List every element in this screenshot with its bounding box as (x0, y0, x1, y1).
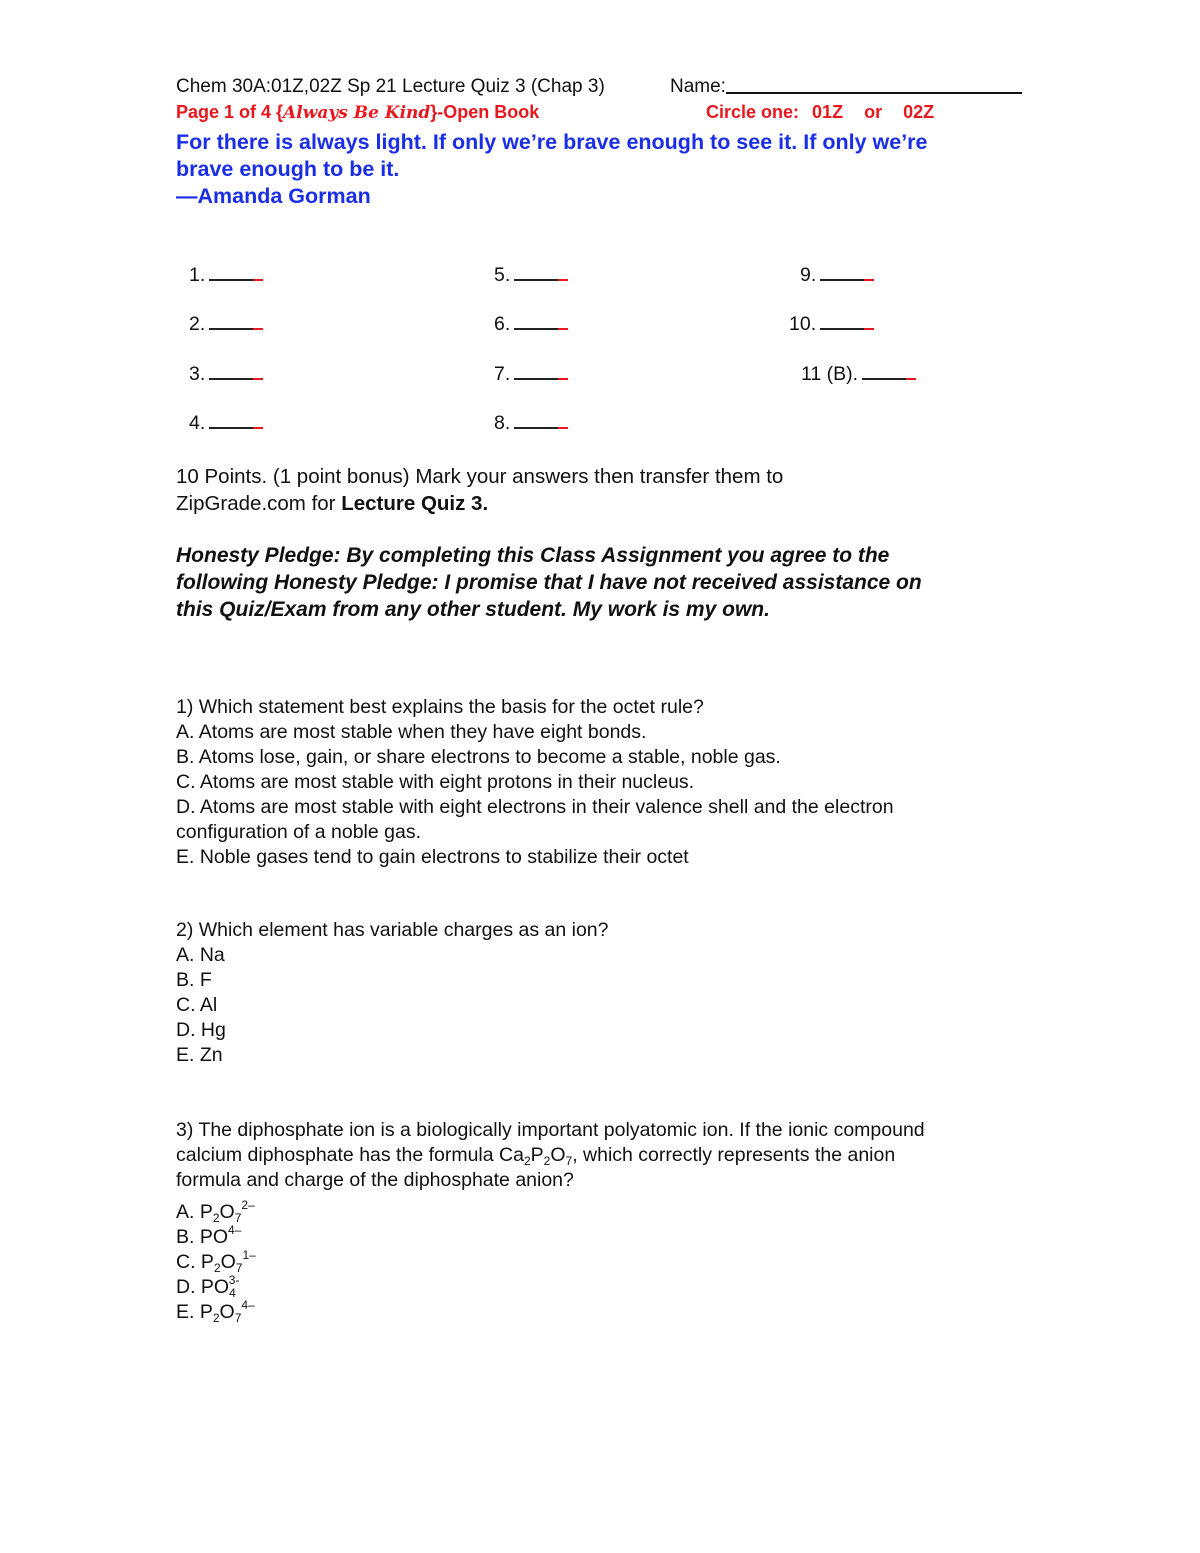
q1-option-e[interactable]: E. Noble gases tend to gain electrons to stabilize their octet (176, 846, 689, 868)
answer-slot-4[interactable] (189, 412, 263, 435)
q2-option-a[interactable]: A. Na (176, 944, 225, 966)
circle-one-sections (706, 102, 934, 123)
answer-label: 5. (494, 264, 511, 286)
question-2-text: 2) Which element has variable charges as an ion? (176, 919, 609, 941)
question-3-line-2: calcium diphosphate has the formula $Ca_2P_2O_7$, which correctly represents the anion (176, 1144, 896, 1168)
answer-slot-3[interactable] (189, 363, 263, 386)
answer-blank[interactable] (209, 279, 263, 281)
answer-slot-7[interactable] (494, 363, 568, 386)
answer-label: 2. (189, 313, 206, 335)
q2-option-e[interactable]: E. Zn (176, 1044, 223, 1066)
question-3-line-1: 3) The diphosphate ion is a biologically important polyatomic ion. If the ionic compound (176, 1119, 925, 1141)
quote-line-2: brave enough to be it. (176, 157, 400, 181)
name-underline (726, 92, 1022, 94)
answer-slot-8[interactable] (494, 412, 568, 435)
q3-option-e-charge: 4– (241, 1298, 255, 1312)
answer-label: 4. (189, 412, 206, 434)
points-line-1: 10 Points. (1 point bonus) Mark your answers then transfer them to (176, 465, 784, 488)
answer-slot-6[interactable] (494, 313, 568, 336)
answer-blank[interactable] (209, 328, 263, 330)
points-line-2 (176, 491, 488, 516)
name-field[interactable] (670, 76, 1022, 98)
question-1-text: 1) Which statement best explains the basis for the octet rule? (176, 696, 704, 718)
pledge-line-1: Honesty Pledge: By completing this Class Assignment you agree to the (176, 544, 890, 567)
q1-option-a[interactable]: A. Atoms are most stable when they have eight bonds. (176, 721, 647, 743)
answer-label: 9. (800, 264, 817, 286)
formula-suffix: , which correctly represents the anion (572, 1144, 896, 1166)
q3-option-b-charge: 4– (228, 1223, 242, 1237)
section-02z[interactable]: 02Z (903, 102, 935, 122)
q3-option-d-label: D. PO (176, 1276, 230, 1298)
answer-slot-1[interactable] (189, 264, 263, 287)
question-3 (176, 1118, 925, 1325)
q3-option-a-charge: 2– (241, 1198, 255, 1212)
q3-option-e[interactable]: E. $P_2O_7^{4-}$ (176, 1298, 255, 1325)
section-01z[interactable]: 01Z (812, 102, 844, 122)
answer-blank[interactable] (514, 427, 568, 429)
q1-option-b[interactable]: B. Atoms lose, gain, or share electrons to become a stable, noble gas. (176, 746, 781, 768)
q3-option-d[interactable]: D. $PO_4^{3-}$ (176, 1273, 240, 1300)
q2-option-d[interactable]: D. Hg (176, 1019, 226, 1041)
answer-slot-9[interactable] (800, 264, 874, 287)
answer-label: 6. (494, 313, 511, 335)
page-info (176, 102, 539, 123)
answer-blank[interactable] (209, 378, 263, 380)
q3-option-c[interactable]: C. $P_2O_7^{1-}$ (176, 1248, 256, 1275)
answer-label: 1. (189, 264, 206, 286)
question-3-line-3: formula and charge of the diphosphate anion? (176, 1169, 574, 1191)
answer-blank[interactable] (862, 378, 916, 380)
q3-option-c-label: C. P (176, 1251, 214, 1273)
answer-label: 11 (B). (801, 363, 859, 385)
answer-blank[interactable] (209, 427, 263, 429)
pledge-line-2: following Honesty Pledge: I promise that I have not received assistance on (176, 571, 922, 594)
q3-option-b[interactable] (176, 1218, 925, 1248)
always-be-kind: Always Be Kind (283, 103, 431, 123)
answer-slot-2[interactable] (189, 313, 263, 336)
q1-option-d[interactable]: D. Atoms are most stable with eight electrons in their valence shell and the electron (176, 796, 894, 818)
name-label: Name: (670, 76, 726, 97)
quote-author: —Amanda Gorman (176, 184, 371, 208)
answer-blank[interactable] (514, 328, 568, 330)
pledge-line-3: this Quiz/Exam from any other student. My work is my own. (176, 598, 770, 621)
answer-blank[interactable] (820, 279, 874, 281)
or-label: or (864, 102, 883, 122)
q3-option-e-label: E. P (176, 1301, 213, 1323)
page-number: Page 1 of 4 { (176, 102, 284, 122)
q1-option-d-continued[interactable]: configuration of a noble gas. (176, 821, 422, 843)
question-1 (176, 695, 894, 870)
q3-option-d-charge: 3- (228, 1273, 240, 1287)
open-book-label: }-Open Book (430, 102, 540, 122)
q3-option-a-label: A. P (176, 1201, 213, 1223)
formula-prefix: calcium diphosphate has the formula Ca (176, 1144, 524, 1166)
q3-option-b-label: B. PO (176, 1226, 229, 1248)
answer-blank[interactable] (820, 328, 874, 330)
q3-option-a[interactable]: A. $P_2O_7^{2-}$ (176, 1198, 255, 1225)
answer-slot-11-bonus[interactable] (801, 363, 916, 386)
q2-option-b[interactable]: B. F (176, 969, 212, 991)
answer-blank[interactable] (514, 279, 568, 281)
q1-option-c[interactable]: C. Atoms are most stable with eight protons in their nucleus. (176, 771, 695, 793)
answer-label: 10. (789, 313, 817, 335)
zipgrade-text: ZipGrade.com for (176, 492, 342, 515)
q3-option-c-charge: 1– (242, 1248, 256, 1262)
answer-blank[interactable] (514, 378, 568, 380)
q2-option-c[interactable]: C. Al (176, 994, 218, 1016)
answer-label: 3. (189, 363, 206, 385)
answer-label: 8. (494, 412, 511, 434)
course-title: Chem 30A:01Z,02Z Sp 21 Lecture Quiz 3 (Chap 3) (176, 76, 605, 97)
circle-one-label: Circle one: (706, 102, 800, 122)
answer-slot-10[interactable] (789, 313, 874, 336)
answer-slot-5[interactable] (494, 264, 568, 287)
answer-label: 7. (494, 363, 511, 385)
quiz-name: Lecture Quiz 3. (341, 492, 489, 515)
quote-line-1: For there is always light. If only we’re brave enough to see it. If only we’re (176, 130, 928, 154)
question-2 (176, 918, 609, 1068)
